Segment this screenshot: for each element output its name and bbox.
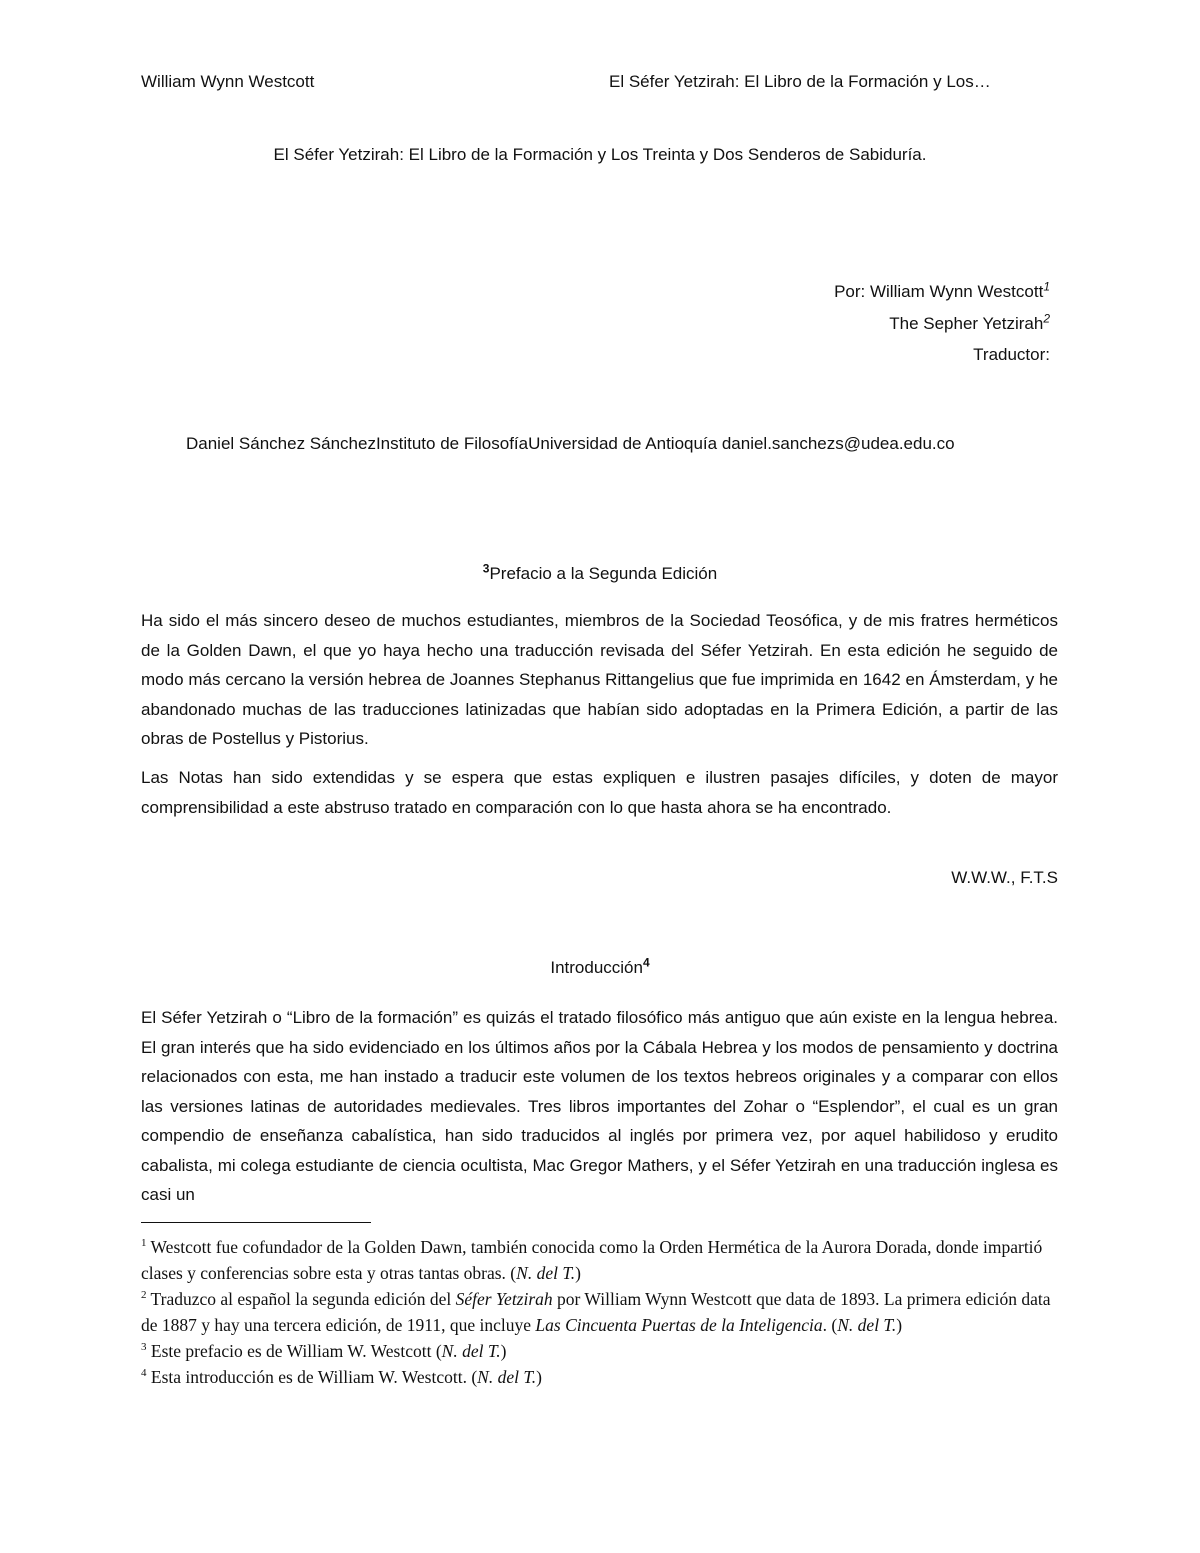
footnote-ref-2[interactable]: 2 [1043, 311, 1050, 326]
footnote-1-text-b: ) [575, 1263, 581, 1283]
footnote-2-text-a: Traduzco al español la segunda edición del [146, 1289, 456, 1309]
prefacio-heading-text: Prefacio a la Segunda Edición [489, 564, 718, 583]
prefacio-heading [0, 561, 1200, 584]
footnote-3-ital: N. del T. [441, 1341, 501, 1361]
footnote-4-ital: N. del T. [477, 1367, 537, 1387]
header-short-title: El Séfer Yetzirah: El Libro de la Formación y Los… [609, 72, 991, 91]
footnote-4-text-b: ) [536, 1367, 542, 1387]
footnote-3-text-b: ) [500, 1341, 507, 1361]
footnote-1 [141, 1234, 1058, 1286]
byline-original-title [889, 311, 1050, 334]
footnote-ref-3[interactable]: 3 [482, 561, 490, 576]
footnote-2-ital-1: Séfer Yetzirah [455, 1289, 553, 1309]
prefacio-signature: W.W.W., F.T.S [951, 868, 1058, 887]
footnote-1-text-a: Westcott fue cofundador de la Golden Dawn, también conocida como la Orden Hermética de la Aurora Dorada, donde impartió clases y conferencias sobre esta y otras tantas obras. ( [141, 1237, 1043, 1283]
document-title: El Séfer Yetzirah: El Libro de la Formación y Los Treinta y Dos Senderos de Sabiduría. [273, 145, 927, 164]
footnote-separator [141, 1222, 371, 1223]
byline-original-title-text: The Sepher Yetzirah [889, 314, 1044, 333]
footnote-4 [141, 1364, 1058, 1390]
footnote-1-ital: N. del T. [516, 1263, 576, 1283]
footnote-4-number: 4 [141, 1367, 147, 1380]
byline-author-text: Por: William Wynn Westcott [834, 282, 1044, 301]
footnote-2-text-b: por William Wynn Westcott que data de 1893. La primera edición data de 1887 y hay una tercera edición, de 1911, que incluye [141, 1289, 1051, 1335]
footnote-3-text-a: Este prefacio es de William W. Westcott ( [146, 1341, 442, 1361]
byline-author [834, 279, 1050, 302]
footnote-3 [141, 1338, 1058, 1364]
prefacio-paragraph-2: Las Notas han sido extendidas y se espera que estas expliquen e ilustren pasajes difíciles, y doten de mayor comprensibilidad a este abstruso tratado en comparación con lo que hasta ahora se ha encontrado. [141, 768, 1058, 817]
footnote-2-text-d: ) [896, 1315, 903, 1335]
footnote-2-text-c: . ( [822, 1315, 838, 1335]
header-author: William Wynn Westcott [141, 72, 315, 91]
footnotes [141, 1234, 1058, 1390]
footnote-2-number: 2 [141, 1289, 147, 1302]
footnote-4-text-a: Esta introducción es de William W. Westcott. ( [146, 1367, 478, 1387]
translator-info: Daniel Sánchez SánchezInstituto de FilosofíaUniversidad de Antioquía daniel.sanchezs@udea.edu.co [186, 434, 955, 453]
footnote-ref-4[interactable]: 4 [642, 955, 650, 970]
footnote-2 [141, 1286, 1058, 1338]
introduccion-heading-text: Introducción [550, 958, 643, 977]
footnote-3-number: 3 [141, 1341, 147, 1354]
footnote-ref-1[interactable]: 1 [1043, 279, 1050, 294]
footnote-2-ital-3: N. del T. [837, 1315, 897, 1335]
footnote-1-number: 1 [141, 1237, 147, 1250]
introduccion-paragraph: El Séfer Yetzirah o “Libro de la formación” es quizás el tratado filosófico más antiguo que aún existe en la lengua hebrea. El gran interés que ha sido evidenciado en los últimos años por la Cábala Hebrea y los modos de pensamiento y doctrina relacionados con esta, me han instado a traducir este volumen de los textos hebreos originales y a comparar con ellos las versiones latinas de autoridades medievales. Tres libros importantes del Zohar o “Esplendor”, el cual es un gran compendio de enseñanza cabalística, han sido traducidos al inglés por primera vez, por aquel habilidoso y erudito cabalista, mi colega estudiante de ciencia ocultista, Mac Gregor Mathers, y el Séfer Yetzirah en una traducción inglesa es casi un [141, 1008, 1058, 1204]
prefacio-paragraph-1: Ha sido el más sincero deseo de muchos estudiantes, miembros de la Sociedad Teosófica, y de mis fratres herméticos de la Golden Dawn, el que yo haya hecho una traducción revisada del Séfer Yetzirah. En esta edición he seguido de modo más cercano la versión hebrea de Joannes Stephanus Rittangelius que fue imprimida en 1642 en Ámsterdam, y he abandonado muchas de las traducciones latinizadas que habían sido adoptadas en la Primera Edición, a partir de las obras de Postellus y Pistorius. [141, 611, 1058, 748]
footnote-2-ital-2: Las Cincuenta Puertas de la Inteligencia [535, 1315, 823, 1335]
introduccion-heading [0, 955, 1200, 978]
running-header [141, 72, 1059, 98]
byline-translator-label: Traductor: [973, 345, 1050, 364]
